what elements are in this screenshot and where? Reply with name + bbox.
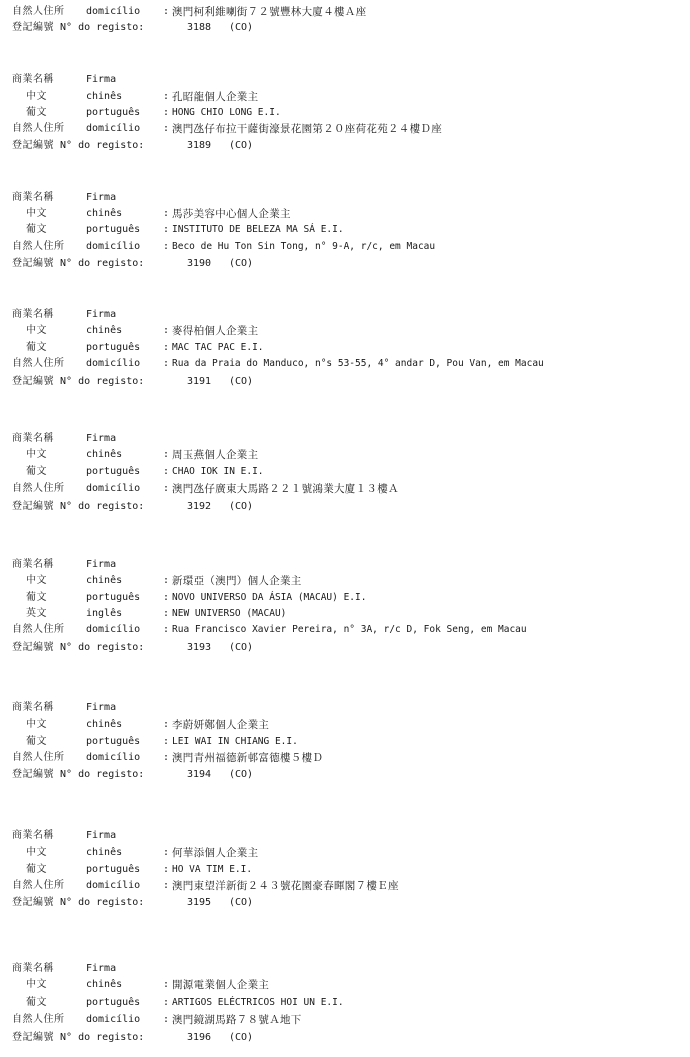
- chinese-name-value: 麥得柏個人企業主: [172, 325, 259, 337]
- registration-label-zh: 登記編號: [12, 258, 54, 269]
- domicile-label-zh: 自然人住所: [12, 241, 65, 252]
- registration-number: 3192: [187, 501, 212, 512]
- portuguese-label-zh: 葡文: [26, 224, 47, 235]
- chinese-name-value: 新環亞（澳門）個人企業主: [172, 575, 302, 587]
- domicile-value: Rua Francisco Xavier Pereira, n° 3A, r/c D, Fok Seng, em Macau: [172, 624, 527, 635]
- registration-suffix: (CO): [229, 642, 254, 653]
- registration-label-pt: N° do registo:: [60, 642, 145, 653]
- registration-suffix: (CO): [229, 1032, 254, 1043]
- colon: :: [163, 864, 170, 875]
- colon: :: [163, 847, 170, 858]
- portuguese-label-pt: português: [86, 466, 141, 477]
- firm-label-pt: Firma: [86, 309, 117, 320]
- registration-number: 3189: [187, 140, 212, 151]
- colon: :: [163, 624, 170, 635]
- colon: :: [163, 91, 170, 102]
- portuguese-label-pt: português: [86, 864, 141, 875]
- registration-label-zh: 登記編號: [12, 769, 54, 780]
- chinese-name-value: 李蔚妍鄭個人企業主: [172, 719, 270, 731]
- portuguese-name-value: HO VA TIM E.I.: [172, 864, 253, 875]
- portuguese-name-value: HONG CHIO LONG E.I.: [172, 107, 281, 118]
- colon: :: [163, 466, 170, 477]
- registration-number: 3190: [187, 258, 212, 269]
- domicile-label-zh: 自然人住所: [12, 624, 65, 635]
- domicile-value: 澳門青州福德新邨富德樓５樓Ｄ: [172, 752, 324, 764]
- domicile-value: 澳門氹仔廣東大馬路２２１號鴻業大廈１３樓Ａ: [172, 483, 399, 495]
- firm-label-zh: 商業名稱: [12, 192, 54, 203]
- colon: :: [163, 6, 170, 17]
- domicile-label-pt: domicílio: [86, 358, 141, 369]
- registration-number: 3194: [187, 769, 212, 780]
- registration-number: 3193: [187, 642, 212, 653]
- registration-label-pt: N° do registo:: [60, 501, 145, 512]
- portuguese-label-zh: 葡文: [26, 107, 47, 118]
- domicile-value: 澳門柯利維喇街７２號豐林大廈４樓Ａ座: [172, 6, 367, 18]
- domicile-label-zh: 自然人住所: [12, 752, 65, 763]
- chinese-label-zh: 中文: [26, 208, 47, 219]
- colon: :: [163, 736, 170, 747]
- chinese-name-value: 開源電業個人企業主: [172, 979, 270, 991]
- firm-label-zh: 商業名稱: [12, 433, 54, 444]
- chinese-label-zh: 中文: [26, 979, 47, 990]
- registration-suffix: (CO): [229, 22, 254, 33]
- registration-label-zh: 登記編號: [12, 376, 54, 387]
- chinese-label-zh: 中文: [26, 449, 47, 460]
- colon: :: [163, 592, 170, 603]
- domicile-label-zh: 自然人住所: [12, 6, 65, 17]
- firm-label-pt: Firma: [86, 702, 117, 713]
- english-label-pt: inglês: [86, 608, 123, 619]
- colon: :: [163, 325, 170, 336]
- portuguese-name-value: MAC TAC PAC E.I.: [172, 342, 264, 353]
- domicile-label-pt: domicílio: [86, 123, 141, 134]
- domicile-label-zh: 自然人住所: [12, 1014, 65, 1025]
- registration-suffix: (CO): [229, 376, 254, 387]
- colon: :: [163, 575, 170, 586]
- registration-label-pt: N° do registo:: [60, 376, 145, 387]
- domicile-label-pt: domicílio: [86, 483, 141, 494]
- domicile-value: Beco de Hu Ton Sin Tong, n° 9-A, r/c, em Macau: [172, 241, 436, 252]
- firm-label-zh: 商業名稱: [12, 559, 54, 570]
- portuguese-label-pt: português: [86, 224, 141, 235]
- registration-number: 3188: [187, 22, 212, 33]
- portuguese-label-zh: 葡文: [26, 592, 47, 603]
- colon: :: [163, 979, 170, 990]
- chinese-label-pt: chinês: [86, 847, 123, 858]
- colon: :: [163, 608, 170, 619]
- domicile-label-pt: domicílio: [86, 6, 141, 17]
- firm-label-zh: 商業名稱: [12, 963, 54, 974]
- chinese-label-pt: chinês: [86, 449, 123, 460]
- chinese-name-value: 孔昭龍個人企業主: [172, 91, 259, 103]
- registration-suffix: (CO): [229, 258, 254, 269]
- chinese-label-pt: chinês: [86, 979, 123, 990]
- portuguese-label-pt: português: [86, 342, 141, 353]
- portuguese-label-pt: português: [86, 997, 141, 1008]
- domicile-label-pt: domicílio: [86, 241, 141, 252]
- domicile-label-zh: 自然人住所: [12, 880, 65, 891]
- chinese-label-pt: chinês: [86, 325, 123, 336]
- domicile-value: 澳門東望洋新街２４３號花園豪春暉閣７樓Ｅ座: [172, 880, 399, 892]
- colon: :: [163, 1014, 170, 1025]
- chinese-label-pt: chinês: [86, 719, 123, 730]
- registration-suffix: (CO): [229, 769, 254, 780]
- registration-suffix: (CO): [229, 501, 254, 512]
- domicile-label-pt: domicílio: [86, 1014, 141, 1025]
- english-name-value: NEW UNIVERSO (MACAU): [172, 608, 287, 619]
- domicile-label-zh: 自然人住所: [12, 123, 65, 134]
- registration-label-pt: N° do registo:: [60, 769, 145, 780]
- firm-label-pt: Firma: [86, 963, 117, 974]
- firm-label-pt: Firma: [86, 192, 117, 203]
- firm-label-pt: Firma: [86, 559, 117, 570]
- registration-label-pt: N° do registo:: [60, 1032, 145, 1043]
- portuguese-label-pt: português: [86, 592, 141, 603]
- chinese-name-value: 周玉燕個人企業主: [172, 449, 259, 461]
- firm-label-pt: Firma: [86, 74, 117, 85]
- chinese-label-zh: 中文: [26, 719, 47, 730]
- chinese-label-zh: 中文: [26, 575, 47, 586]
- portuguese-label-zh: 葡文: [26, 466, 47, 477]
- registration-label-zh: 登記編號: [12, 140, 54, 151]
- registration-number: 3195: [187, 897, 212, 908]
- firm-label-zh: 商業名稱: [12, 702, 54, 713]
- registration-label-zh: 登記編號: [12, 642, 54, 653]
- registration-number: 3191: [187, 376, 212, 387]
- registration-suffix: (CO): [229, 897, 254, 908]
- portuguese-label-zh: 葡文: [26, 997, 47, 1008]
- portuguese-name-value: NOVO UNIVERSO DA ÁSIA (MACAU) E.I.: [172, 592, 367, 603]
- domicile-value: 澳門氹仔布拉干薩街濠景花園第２０座荷花苑２４樓Ｄ座: [172, 123, 442, 135]
- portuguese-label-pt: português: [86, 107, 141, 118]
- colon: :: [163, 449, 170, 460]
- chinese-label-zh: 中文: [26, 847, 47, 858]
- registration-number: 3196: [187, 1032, 212, 1043]
- portuguese-label-pt: português: [86, 736, 141, 747]
- colon: :: [163, 358, 170, 369]
- portuguese-label-zh: 葡文: [26, 342, 47, 353]
- registration-suffix: (CO): [229, 140, 254, 151]
- registration-label-zh: 登記編號: [12, 897, 54, 908]
- chinese-label-zh: 中文: [26, 91, 47, 102]
- domicile-label-pt: domicílio: [86, 752, 141, 763]
- registration-label-zh: 登記編號: [12, 1032, 54, 1043]
- english-label-zh: 英文: [26, 608, 47, 619]
- colon: :: [163, 997, 170, 1008]
- chinese-label-pt: chinês: [86, 575, 123, 586]
- firm-label-zh: 商業名稱: [12, 74, 54, 85]
- colon: :: [163, 483, 170, 494]
- colon: :: [163, 342, 170, 353]
- domicile-label-zh: 自然人住所: [12, 483, 65, 494]
- registration-label-zh: 登記編號: [12, 22, 54, 33]
- firm-label-pt: Firma: [86, 433, 117, 444]
- colon: :: [163, 224, 170, 235]
- portuguese-label-zh: 葡文: [26, 864, 47, 875]
- portuguese-name-value: LEI WAI IN CHIANG E.I.: [172, 736, 298, 747]
- portuguese-name-value: INSTITUTO DE BELEZA MA SÁ E.I.: [172, 224, 344, 235]
- colon: :: [163, 241, 170, 252]
- chinese-label-zh: 中文: [26, 325, 47, 336]
- portuguese-name-value: ARTIGOS ELÉCTRICOS HOI UN E.I.: [172, 997, 344, 1008]
- domicile-label-pt: domicílio: [86, 624, 141, 635]
- registration-label-zh: 登記編號: [12, 501, 54, 512]
- domicile-value: Rua da Praia do Manduco, n°s 53-55, 4° andar D, Pou Van, em Macau: [172, 358, 544, 369]
- chinese-name-value: 何華添個人企業主: [172, 847, 259, 859]
- chinese-label-pt: chinês: [86, 208, 123, 219]
- domicile-value: 澳門鏡湖馬路７８號Ａ地下: [172, 1014, 302, 1026]
- colon: :: [163, 123, 170, 134]
- domicile-label-zh: 自然人住所: [12, 358, 65, 369]
- colon: :: [163, 208, 170, 219]
- registration-label-pt: N° do registo:: [60, 258, 145, 269]
- firm-label-pt: Firma: [86, 830, 117, 841]
- chinese-label-pt: chinês: [86, 91, 123, 102]
- colon: :: [163, 107, 170, 118]
- registration-label-pt: N° do registo:: [60, 140, 145, 151]
- firm-label-zh: 商業名稱: [12, 830, 54, 841]
- registration-label-pt: N° do registo:: [60, 22, 145, 33]
- portuguese-label-zh: 葡文: [26, 736, 47, 747]
- registration-label-pt: N° do registo:: [60, 897, 145, 908]
- portuguese-name-value: CHAO IOK IN E.I.: [172, 466, 264, 477]
- colon: :: [163, 752, 170, 763]
- colon: :: [163, 880, 170, 891]
- colon: :: [163, 719, 170, 730]
- chinese-name-value: 馬莎美容中心個人企業主: [172, 208, 291, 220]
- firm-label-zh: 商業名稱: [12, 309, 54, 320]
- domicile-label-pt: domicílio: [86, 880, 141, 891]
